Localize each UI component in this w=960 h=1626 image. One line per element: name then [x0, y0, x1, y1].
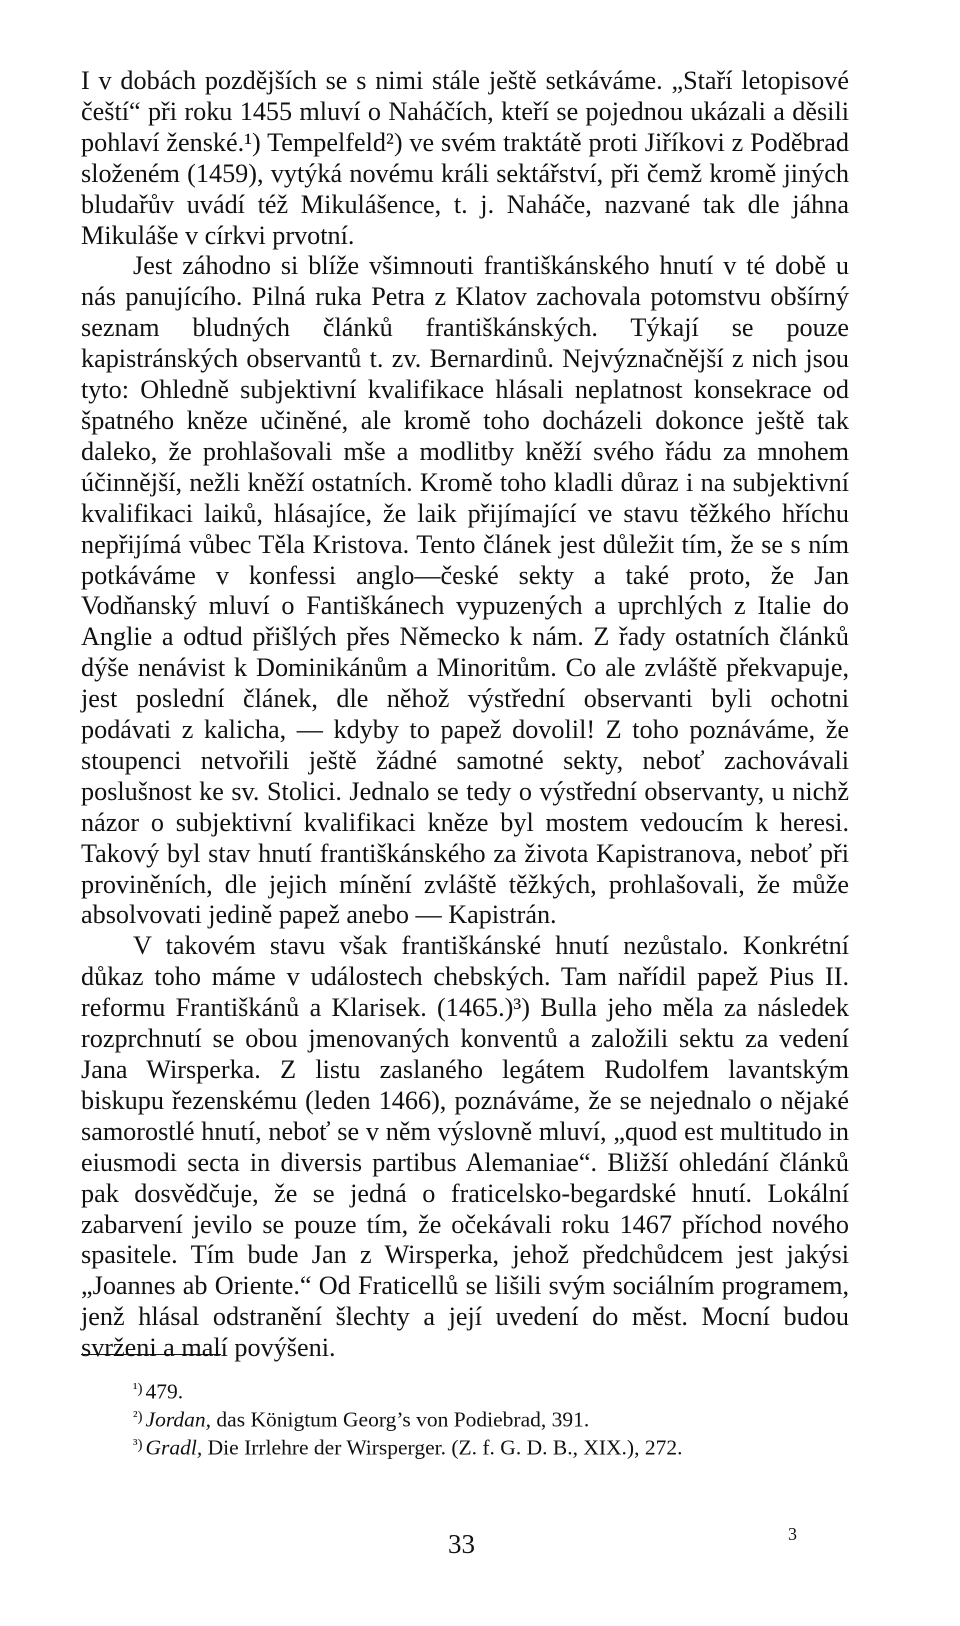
footnote-1 [133, 1377, 853, 1405]
footnote-text: 479. [145, 1379, 184, 1404]
footnote-3 [133, 1433, 853, 1461]
footnote-2 [133, 1405, 853, 1433]
paragraph-1: I v dobách pozdějších se s nimi stále ještě setkáváme. „Staří letopisové čeští“ při roku 1455 mluví o Naháčích, kteří se pojednou ukázali a děsili pohlaví ženské.¹) Tempelfeld²) ve svém traktátě proti Jiříkovi z Poděbrad složeném (1459), vytýká novému králi sektářství, při čemž kromě jiných bludařův uvádí též Mikulášence, t. j. Naháče, nazvané tak dle jáhna Mikuláše v církvi prvotní. [81, 66, 849, 250]
footnote-mark: ³) [133, 1436, 143, 1453]
signature-mark: 3 [788, 1524, 797, 1544]
main-text [81, 66, 849, 1364]
footnote-text: das Königtum Georg’s von Podiebrad, 391. [211, 1407, 590, 1432]
footnote-text: Die Irrlehre der Wirsperger. (Z. f. G. D. B., XIX.), 272. [202, 1434, 683, 1459]
footnotes [133, 1377, 853, 1460]
footnote-author: Gradl, [145, 1434, 203, 1459]
footnote-author: Jordan, [145, 1407, 212, 1432]
footnote-mark: ¹) [133, 1381, 143, 1397]
footnote-mark: ²) [133, 1408, 143, 1425]
page-number: 33 [448, 1529, 475, 1559]
paragraph-2: Jest záhodno si blíže všimnouti františkánského hnutí v té době u nás panujícího. Pilná ruka Petra z Klatov zachovala potomstvu obšírný seznam bludných článků františkánských. Týkají se pouze kapistránských observantů t. zv. Bernardinů. Nejvýznačnější z nich jsou tyto: Ohledně subjektivní kvalifikace hlásali neplatnost konsekrace od špatného kněze učiněné, ale kromě toho docházeli dokonce ještě tak daleko, že prohlašovali mše a modlitby kněží svého řádu za mnohem účinnější, nežli kněží ostatních. Kromě toho kladli důraz i na subjektivní kvalifikaci laiků, hlásajíce, že laik přijímající ve stavu těžkého hříchu nepřijímá vůbec Těla Kristova. Tento článek jest důležit tím, že se s ním potkáváme v konfessi anglo—české sekty a také proto, že Jan Vodňanský mluví o Fantiškánech vypuzených a uprchlých z Italie do Anglie a odtud přišlých přes Německo k nám. Z řady ostatních článků dýše nenávist k Dominikánům a Minoritům. Co ale zvláště překvapuje, jest poslední článek, dle něhož výstřední observanti byli ochotni podávati z kalicha, — kdyby to papež dovolil! Z toho poznáváme, že stoupenci netvořili ještě žádné samotné sekty, neboť zachovávali poslušnost ke sv. Stolici. Jednalo se tedy o výstřední observanty, u nichž názor o subjektivní kvalifikaci kněze byl mostem vedoucím k heresi. Takový byl stav hnutí františkánského za života Kapistranova, neboť při proviněních, dle jejich mínění zvláště těžkých, prohlašovali, že může absolvovati jedině papež anebo — Kapistrán. [81, 251, 849, 930]
footnote-separator [81, 1354, 221, 1355]
paragraph-3: V takovém stavu však františkánské hnutí nezůstalo. Konkrétní důkaz toho máme v událostech chebských. Tam nařídil papež Pius II. reformu Františkánů a Klarisek. (1465.)³) Bulla jeho měla za následek rozprchnutí se obou jmenovaných konventů a založili sektu za vedení Jana Wirsperka. Z listu zaslaného legátem Rudolfem lavantským biskupu řezenskému (leden 1466), poznáváme, že se nejednalo o nějaké samorostlé hnutí, neboť se v něm výslovně mluví, „quod est multitudo in eiusmodi secta in diversis partibus Alemaniae“. Bližší ohledání článků pak dosvědčuje, že se jedná o fraticelsko-begardské hnutí. Lokální zabarvení jevilo se pouze tím, že očekávali roku 1467 příchod nového spasitele. Tím bude Jan z Wirsperka, jehož předchůdcem jest jakýsi „Joannes ab Oriente.“ Od Fraticellů se lišili svým sociálním programem, jenž hlásal odstranění šlechty a její uvedení do měst. Mocní budou svrženi a malí povýšeni. [81, 931, 849, 1363]
